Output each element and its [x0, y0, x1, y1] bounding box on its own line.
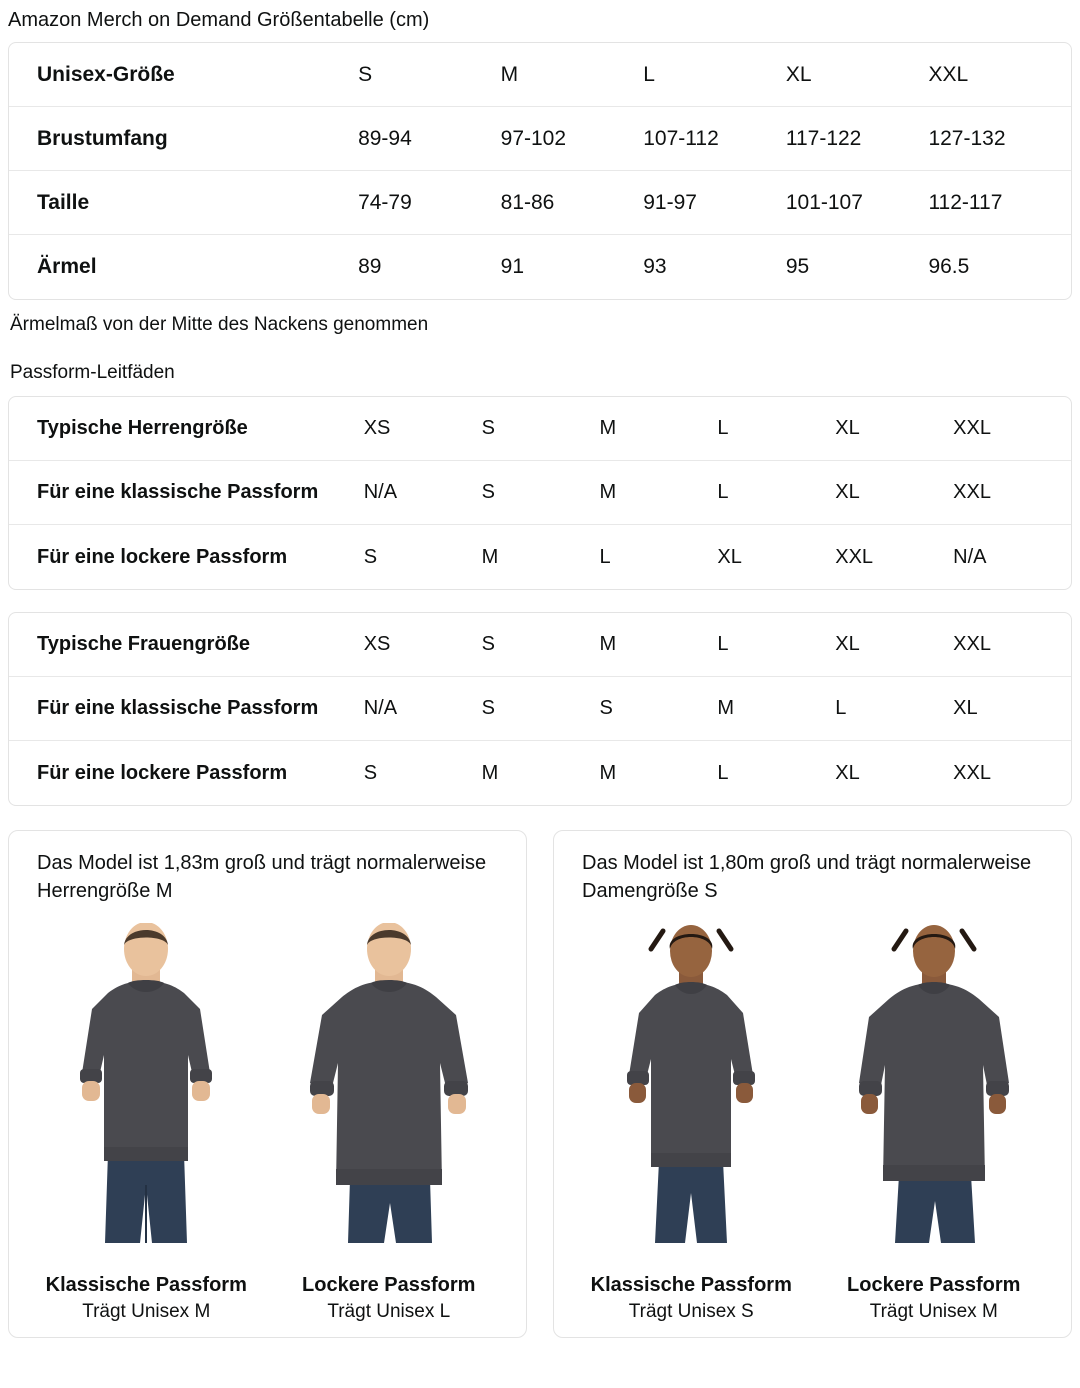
row-label: Brustumfang: [37, 126, 168, 150]
cell: S: [481, 633, 495, 655]
figure-sub: Trägt Unisex M: [82, 1301, 211, 1322]
cell: M: [599, 761, 617, 784]
cell: 81-86: [500, 190, 555, 214]
row-label: Für eine klassische Passform: [37, 481, 319, 503]
figure-sub: Trägt Unisex S: [628, 1301, 754, 1322]
cell: 112-117: [928, 190, 1003, 214]
row-label: Unisex-Größe: [37, 62, 175, 86]
cell: M: [599, 481, 617, 503]
cell: L: [717, 761, 729, 784]
cell: 91-97: [643, 190, 697, 214]
male-model-heading: Das Model ist 1,83m groß und trägt normalerweise Herrengröße M: [37, 852, 487, 902]
cell: 127-132: [928, 126, 1006, 150]
male-classic-fit-illustration: [32, 923, 260, 1268]
model-cards: [8, 830, 1072, 1338]
figure-label: Klassische Passform: [590, 1274, 792, 1296]
female-classic-fit-figure: [577, 923, 805, 1323]
row-label: Für eine lockere Passform: [37, 761, 288, 784]
cell: 74-79: [358, 190, 412, 214]
cell: 89: [358, 255, 382, 278]
cell: XS: [363, 633, 391, 655]
cell: XL: [835, 481, 860, 503]
female-model-heading: Das Model ist 1,80m groß und trägt normalerweise Damengröße S: [582, 852, 1032, 902]
cell: XL: [717, 545, 742, 568]
cell: 96.5: [928, 255, 970, 278]
cell: N/A: [363, 481, 398, 503]
figure-label: Lockere Passform: [847, 1274, 1021, 1296]
men-fit-table: [8, 396, 1072, 590]
cell: L: [835, 697, 847, 719]
cell: 117-122: [785, 126, 862, 150]
table-row: [9, 613, 1071, 677]
cell: L: [717, 633, 729, 655]
cell: XS: [363, 417, 391, 439]
figure-label: Klassische Passform: [45, 1274, 247, 1296]
row-label: Typische Frauengröße: [37, 633, 251, 655]
cell: XXL: [953, 633, 991, 655]
cell: S: [358, 62, 373, 86]
figure-sub: Trägt Unisex M: [869, 1301, 998, 1322]
figure-label: Lockere Passform: [302, 1274, 476, 1296]
cell: S: [481, 697, 495, 719]
cell: 93: [643, 255, 667, 278]
cell: XXL: [953, 481, 991, 503]
cell: 101-107: [785, 190, 863, 214]
row-label: Für eine lockere Passform: [37, 545, 288, 568]
cell: M: [500, 62, 519, 86]
cell: L: [599, 545, 611, 568]
table-row: [9, 677, 1071, 741]
table-row: [9, 397, 1071, 461]
table-row: [9, 741, 1071, 805]
cell: XXL: [953, 761, 991, 784]
table-row: [9, 43, 1071, 107]
cell: S: [363, 545, 378, 568]
table-row: [9, 171, 1071, 235]
cell: 107-112: [643, 126, 719, 150]
cell: 89-94: [358, 126, 412, 150]
page-title: Amazon Merch on Demand Größentabelle (cm): [8, 9, 430, 31]
table-row: [9, 235, 1071, 299]
cell: M: [599, 633, 617, 655]
cell: M: [599, 417, 617, 439]
cell: L: [717, 481, 729, 503]
row-label: Typische Herrengröße: [37, 417, 248, 439]
cell: XXL: [928, 62, 969, 86]
cell: 91: [500, 255, 525, 278]
male-relaxed-fit-illustration: [275, 923, 503, 1268]
male-classic-fit-figure: [32, 923, 260, 1323]
cell: N/A: [953, 545, 987, 568]
cell: M: [481, 761, 499, 784]
table-row: [9, 525, 1071, 589]
cell: M: [481, 545, 499, 568]
cell: XL: [785, 62, 812, 86]
cell: L: [643, 62, 655, 86]
cell: L: [717, 417, 729, 439]
cell: M: [717, 697, 735, 719]
women-fit-table: [8, 612, 1072, 806]
cell: XL: [835, 761, 860, 784]
size-table: [8, 42, 1072, 300]
male-model-card: [8, 830, 527, 1338]
female-relaxed-fit-illustration: [820, 923, 1048, 1268]
female-classic-fit-illustration: [577, 923, 805, 1268]
cell: XXL: [835, 545, 874, 568]
figure-sub: Trägt Unisex L: [327, 1301, 451, 1322]
cell: S: [481, 417, 495, 439]
cell: S: [481, 481, 495, 503]
cell: XL: [835, 417, 860, 439]
row-label: Ärmel: [37, 255, 97, 278]
female-relaxed-fit-figure: [820, 923, 1048, 1323]
table-row: [9, 107, 1071, 171]
female-model-card: [553, 830, 1072, 1338]
cell: XXL: [953, 417, 991, 439]
cell: N/A: [363, 697, 398, 719]
row-label: Taille: [37, 190, 90, 214]
cell: XL: [835, 633, 860, 655]
row-label: Für eine klassische Passform: [37, 697, 319, 719]
male-relaxed-fit-figure: [275, 923, 503, 1323]
cell: 97-102: [500, 126, 567, 150]
table-row: [9, 461, 1071, 525]
cell: 95: [785, 255, 810, 278]
sleeve-note: Ärmelmaß von der Mitte des Nackens genommen: [10, 314, 429, 335]
fit-guide-title: Passform-Leitfäden: [10, 362, 175, 383]
cell: S: [599, 697, 613, 719]
cell: S: [363, 761, 378, 784]
cell: XL: [953, 697, 978, 719]
